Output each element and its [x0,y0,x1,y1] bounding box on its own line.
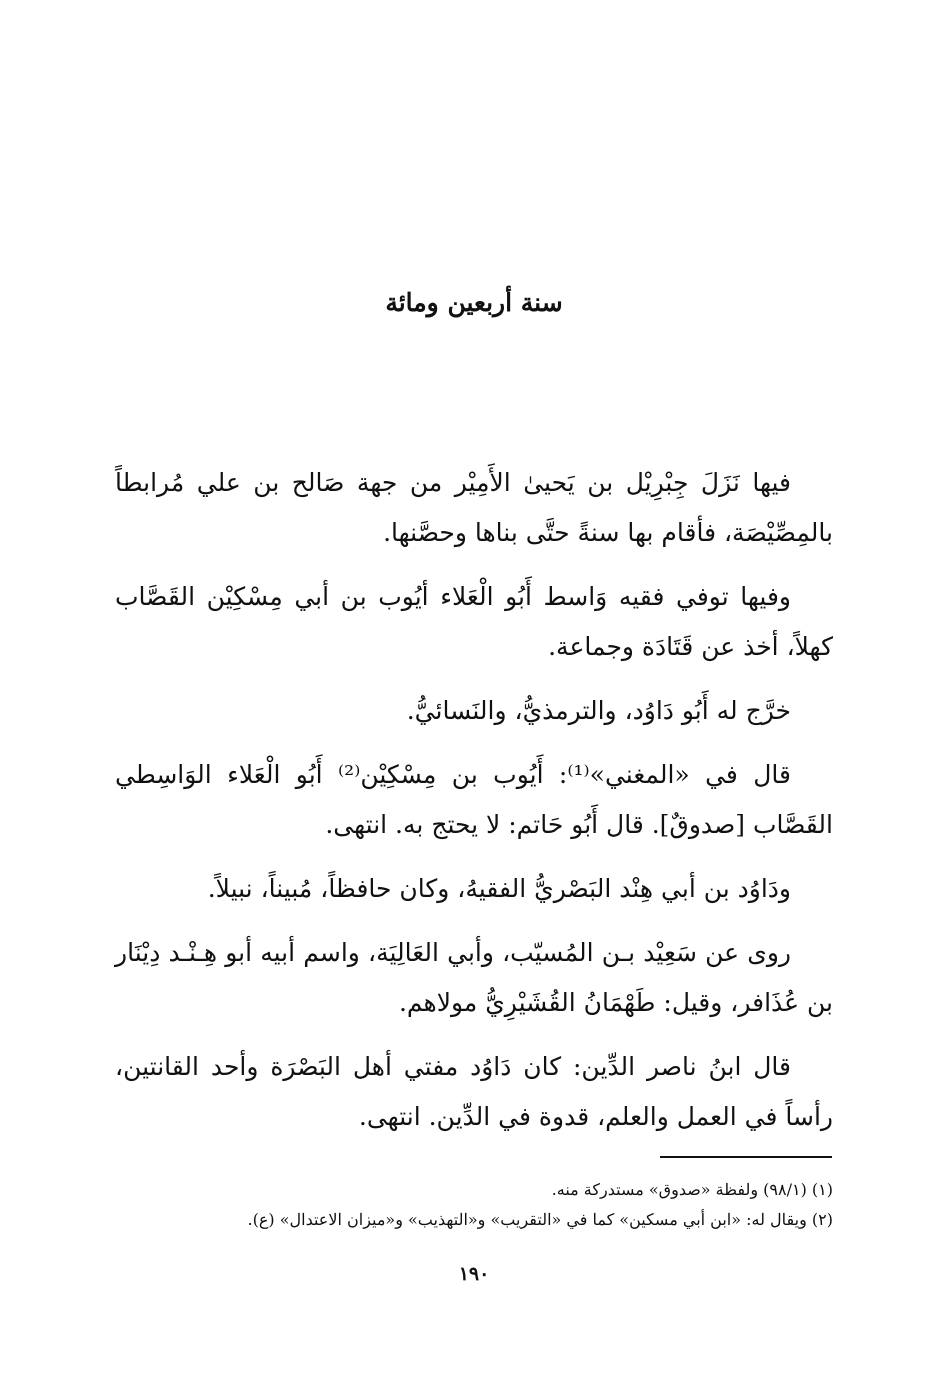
paragraph: قال ابنُ ناصر الدِّين: كان دَاوُد مفتي أهل البَصْرَة وأحد القانتين، رأساً في العمل والعلم، قدوة في الدِّين. انتهى. [115,1052,833,1131]
paragraph: روى عن سَعِيْد بـن المُسيّب، وأبي العَالِيَة، واسم أبيه أبو هِـنْـد دِيْنَار بن عُذَافر، وقيل: طَهْمَانُ القُشَيْرِيُّ مولاهم. [115,938,833,1017]
paragraph: خرَّج له أَبُو دَاوُد، والترمذيُّ، والنَسائيُّ. [406,696,791,725]
footnote-1: (١) (٩٨/١) ولفظة «صدوق» مستدركة منه. [551,1180,833,1199]
footnotes [140,1175,833,1235]
paragraph: فيها نَزَلَ جِبْرِيْل بن يَحيىٰ الأَمِيْر من جهة صَالح بن علي مُرابطاً بالمِصِّيْصَة، فأقام بها سنةً حتَّى بناها وحصَّنها. [115,468,833,547]
footnote-2: (٢) ويقال له: «ابن أبي مسكين» كما في «التقريب» و«التهذيب» و«ميزان الاعتدال» (ع). [247,1210,833,1229]
chapter-title: سنة أربعين ومائة [385,288,563,317]
main-text [115,458,833,1156]
paragraph: قال في «المغني»⁽¹⁾: أَيُوب بن مِسْكِيْن⁽²⁾ أَبُو الْعَلاء الوَاسِطي القَصَّاب [صدوقٌ]. قال أَبُو حَاتم: لا يحتج به. انتهى. [115,760,833,839]
paragraph: وفيها توفي فقيه وَاسط أَبُو الْعَلاء أيُوب بن أبي مِسْكِيْن القَصَّاب كهلاً، أخذ عن قَتَادَة وجماعة. [115,582,833,661]
footnote-divider [660,1156,832,1158]
page-number: ١٩٠ [458,1263,490,1285]
paragraph: ودَاوُد بن أبي هِنْد البَصْريُّ الفقيهُ، وكان حافظاً، مُبيناً، نبيلاً. [207,874,791,903]
